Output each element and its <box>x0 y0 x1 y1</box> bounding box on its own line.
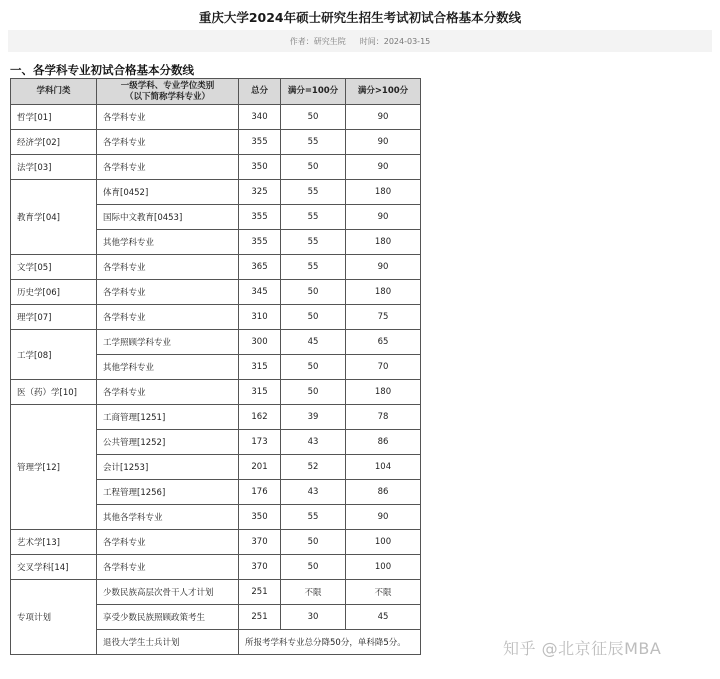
discipline-cell: 其他学科专业 <box>97 230 239 255</box>
table-row <box>11 280 421 305</box>
article-meta <box>8 30 712 52</box>
full100-score-cell: 50 <box>281 105 346 130</box>
discipline-cell: 体育[0452] <box>97 180 239 205</box>
full-gt100-score-cell: 86 <box>346 430 421 455</box>
total-score-cell: 365 <box>239 255 281 280</box>
full-gt100-score-cell: 100 <box>346 530 421 555</box>
total-score-cell: 355 <box>239 205 281 230</box>
header-full-gt100: 满分>100分 <box>346 79 421 105</box>
section-heading: 一、各学科专业初试合格基本分数线 <box>10 63 194 77</box>
full100-score-cell: 43 <box>281 430 346 455</box>
full-gt100-score-cell: 90 <box>346 105 421 130</box>
header-total: 总分 <box>239 79 281 105</box>
page-title: 重庆大学2024年硕士研究生招生考试初试合格基本分数线 <box>198 10 522 25</box>
discipline-cell: 会计[1253] <box>97 455 239 480</box>
table-row <box>11 155 421 180</box>
full-gt100-score-cell: 45 <box>346 605 421 630</box>
full-gt100-score-cell: 90 <box>346 130 421 155</box>
full100-score-cell: 50 <box>281 355 346 380</box>
total-score-cell: 355 <box>239 130 281 155</box>
total-score-cell: 173 <box>239 430 281 455</box>
category-cell: 管理学[12] <box>11 405 97 530</box>
full100-score-cell: 50 <box>281 305 346 330</box>
full100-score-cell: 55 <box>281 230 346 255</box>
table-body <box>11 105 421 655</box>
full-gt100-score-cell: 180 <box>346 380 421 405</box>
full-gt100-score-cell: 70 <box>346 355 421 380</box>
discipline-cell: 工学照顾学科专业 <box>97 330 239 355</box>
full100-score-cell: 不限 <box>281 580 346 605</box>
full-gt100-score-cell: 90 <box>346 155 421 180</box>
full-gt100-score-cell: 65 <box>346 330 421 355</box>
discipline-cell: 公共管理[1252] <box>97 430 239 455</box>
category-cell: 交叉学科[14] <box>11 555 97 580</box>
category-cell: 哲学[01] <box>11 105 97 130</box>
full-gt100-score-cell: 90 <box>346 255 421 280</box>
discipline-cell: 各学科专业 <box>97 280 239 305</box>
category-cell: 艺术学[13] <box>11 530 97 555</box>
discipline-cell: 退役大学生士兵计划 <box>97 630 239 655</box>
header-category: 学科门类 <box>11 79 97 105</box>
full-gt100-score-cell: 90 <box>346 505 421 530</box>
full100-score-cell: 50 <box>281 555 346 580</box>
header-discipline: 一级学科、专业学位类别 （以下简称学科专业） <box>97 79 239 105</box>
total-score-cell: 340 <box>239 105 281 130</box>
discipline-cell: 其他各学科专业 <box>97 505 239 530</box>
total-score-cell: 370 <box>239 530 281 555</box>
total-score-cell: 251 <box>239 580 281 605</box>
full-gt100-score-cell: 180 <box>346 280 421 305</box>
full100-score-cell: 39 <box>281 405 346 430</box>
discipline-cell: 各学科专业 <box>97 305 239 330</box>
total-score-cell: 251 <box>239 605 281 630</box>
table-row <box>11 530 421 555</box>
full100-score-cell: 50 <box>281 530 346 555</box>
table-row <box>11 330 421 355</box>
full100-score-cell: 45 <box>281 330 346 355</box>
discipline-cell: 工程管理[1256] <box>97 480 239 505</box>
total-score-cell: 300 <box>239 330 281 355</box>
discipline-cell: 各学科专业 <box>97 530 239 555</box>
full100-score-cell: 55 <box>281 505 346 530</box>
total-score-cell: 310 <box>239 305 281 330</box>
category-cell: 文学[05] <box>11 255 97 280</box>
full100-score-cell: 43 <box>281 480 346 505</box>
full100-score-cell: 50 <box>281 280 346 305</box>
discipline-cell: 各学科专业 <box>97 555 239 580</box>
author-info: 作者：研究生院 <box>289 36 346 46</box>
discipline-cell: 各学科专业 <box>97 130 239 155</box>
full100-score-cell: 50 <box>281 380 346 405</box>
total-score-cell: 201 <box>239 455 281 480</box>
table-header-row <box>11 79 421 105</box>
full100-score-cell: 52 <box>281 455 346 480</box>
total-score-cell: 162 <box>239 405 281 430</box>
full-gt100-score-cell: 75 <box>346 305 421 330</box>
table-row <box>11 305 421 330</box>
discipline-cell: 各学科专业 <box>97 155 239 180</box>
full-gt100-score-cell: 180 <box>346 180 421 205</box>
note-cell: 所报考学科专业总分降50分，单科降5分。 <box>239 630 421 655</box>
table-row <box>11 580 421 605</box>
full-gt100-score-cell: 100 <box>346 555 421 580</box>
publish-time: 时间：2024-03-15 <box>359 36 431 46</box>
discipline-cell: 其他学科专业 <box>97 355 239 380</box>
full100-score-cell: 55 <box>281 205 346 230</box>
category-cell: 专项计划 <box>11 580 97 655</box>
table-row <box>11 555 421 580</box>
discipline-cell: 国际中文教育[0453] <box>97 205 239 230</box>
full-gt100-score-cell: 104 <box>346 455 421 480</box>
category-cell: 医（药）学[10] <box>11 380 97 405</box>
full-gt100-score-cell: 78 <box>346 405 421 430</box>
full100-score-cell: 55 <box>281 180 346 205</box>
full100-score-cell: 55 <box>281 130 346 155</box>
total-score-cell: 350 <box>239 155 281 180</box>
total-score-cell: 315 <box>239 355 281 380</box>
full-gt100-score-cell: 86 <box>346 480 421 505</box>
discipline-cell: 享受少数民族照顾政策考生 <box>97 605 239 630</box>
score-table <box>10 78 421 655</box>
full-gt100-score-cell: 180 <box>346 230 421 255</box>
header-full100: 满分=100分 <box>281 79 346 105</box>
discipline-cell: 工商管理[1251] <box>97 405 239 430</box>
discipline-cell: 少数民族高层次骨干人才计划 <box>97 580 239 605</box>
total-score-cell: 355 <box>239 230 281 255</box>
category-cell: 工学[08] <box>11 330 97 380</box>
discipline-cell: 各学科专业 <box>97 380 239 405</box>
watermark: 知乎 @北京征辰MBA <box>503 639 662 658</box>
full100-score-cell: 55 <box>281 255 346 280</box>
total-score-cell: 325 <box>239 180 281 205</box>
total-score-cell: 176 <box>239 480 281 505</box>
table-row <box>11 105 421 130</box>
total-score-cell: 345 <box>239 280 281 305</box>
category-cell: 经济学[02] <box>11 130 97 155</box>
discipline-cell: 各学科专业 <box>97 255 239 280</box>
total-score-cell: 370 <box>239 555 281 580</box>
category-cell: 教育学[04] <box>11 180 97 255</box>
table-row <box>11 180 421 205</box>
table-row <box>11 405 421 430</box>
table-row <box>11 380 421 405</box>
full-gt100-score-cell: 不限 <box>346 580 421 605</box>
total-score-cell: 350 <box>239 505 281 530</box>
full100-score-cell: 30 <box>281 605 346 630</box>
table-row <box>11 255 421 280</box>
category-cell: 历史学[06] <box>11 280 97 305</box>
category-cell: 法学[03] <box>11 155 97 180</box>
full-gt100-score-cell: 90 <box>346 205 421 230</box>
table-row <box>11 130 421 155</box>
discipline-cell: 各学科专业 <box>97 105 239 130</box>
total-score-cell: 315 <box>239 380 281 405</box>
full100-score-cell: 50 <box>281 155 346 180</box>
category-cell: 理学[07] <box>11 305 97 330</box>
